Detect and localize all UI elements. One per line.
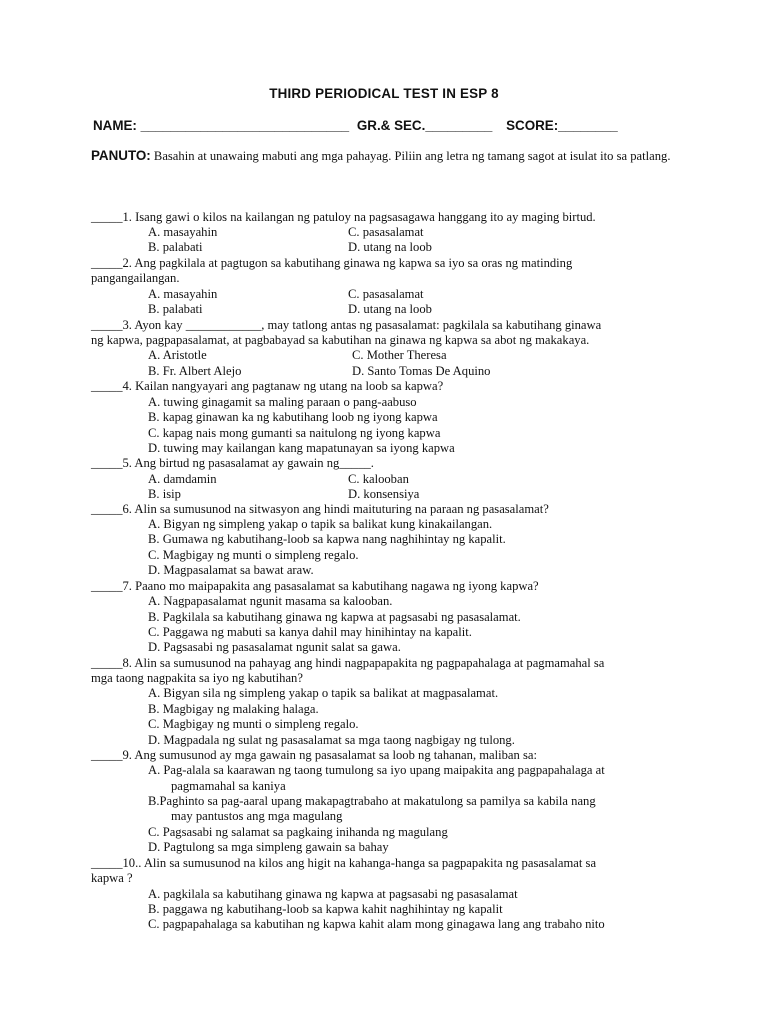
q2-choice-b: B. palabati: [148, 302, 203, 316]
q2-choice-a: A. masayahin: [148, 287, 218, 301]
question-10-stem-cont: kapwa ?: [91, 871, 133, 885]
q9-choice-d: D. Pagtulong sa mga simpleng gawain sa bahay: [148, 840, 389, 854]
q4-choice-c: C. kapag nais mong gumanti sa naitulong ng iyong kapwa: [148, 426, 441, 440]
question-8-stem: _____8. Alin sa sumusunod na pahayag ang hindi nagpapapakita ng pagpapahalaga at pagmamahal sa: [91, 656, 605, 670]
name-field: NAME: ____________________________: [93, 118, 350, 133]
q3-choice-a: A. Aristotle: [148, 348, 207, 362]
q9-choice-b: B.Paghinto sa pag-aaral upang makapagtrabaho at makatulong sa pamilya sa kabila nang: [148, 794, 596, 808]
q9-choice-b-cont: may pantustos ang mga magulang: [171, 809, 343, 823]
question-7-stem: _____7. Paano mo maipapakita ang pasasalamat sa kabutihang nagawa ng iyong kapwa?: [91, 579, 539, 593]
q3-choice-c: C. Mother Theresa: [352, 348, 447, 362]
question-5-stem: _____5. Ang birtud ng pasasalamat ay gawain ng_____.: [91, 456, 374, 470]
question-1-stem: _____1. Isang gawi o kilos na kailangan ng patuloy na pagsasagawa hanggang ito ay maging birtud.: [91, 210, 596, 224]
q1-choice-a: A. masayahin: [148, 225, 218, 239]
q8-choice-d: D. Magpadala ng sulat ng pasasalamat sa mga taong nagbigay ng tulong.: [148, 733, 515, 747]
student-info-row: [93, 118, 618, 133]
q5-choice-c: C. kalooban: [348, 472, 409, 486]
q9-choice-c: C. Pagsasabi ng salamat sa pagkaing inihanda ng magulang: [148, 825, 448, 839]
q8-choice-c: C. Magbigay ng munti o simpleng regalo.: [148, 717, 359, 731]
question-6-stem: _____6. Alin sa sumusunod na sitwasyon ang hindi maituturing na paraan ng pasasalamat?: [91, 502, 549, 516]
q9-choice-a: A. Pag-alala sa kaarawan ng taong tumulong sa iyo upang maipakita ang pagpapahalaga at: [148, 763, 605, 777]
directions: [91, 148, 681, 164]
question-8-stem-cont: mga taong nagpakita sa iyo ng kabutihan?: [91, 671, 303, 685]
q6-choice-b: B. Gumawa ng kabutihang-loob sa kapwa nang naghihintay ng kapalit.: [148, 532, 506, 546]
q7-choice-c: C. Paggawa ng mabuti sa kanya dahil may hinihintay na kapalit.: [148, 625, 472, 639]
q4-choice-a: A. tuwing ginagamit sa maling paraan o pang-aabuso: [148, 395, 417, 409]
q1-choice-d: D. utang na loob: [348, 240, 432, 254]
directions-label: PANUTO:: [91, 148, 151, 163]
q1-choice-c: C. pasasalamat: [348, 225, 424, 239]
question-10-stem: _____10.. Alin sa sumusunod na kilos ang higit na kahanga-hanga sa pagpapakita ng pasasalamat sa: [91, 856, 597, 870]
q5-choice-a: A. damdamin: [148, 472, 217, 486]
question-2-stem-cont: pangangailangan.: [91, 271, 180, 285]
q8-choice-b: B. Magbigay ng malaking halaga.: [148, 702, 319, 716]
q3-choice-d: D. Santo Tomas De Aquino: [352, 364, 491, 378]
directions-text: Basahin at unawaing mabuti ang mga pahayag. Piliin ang letra ng tamang sagot at isulat ito sa patlang.: [150, 149, 671, 163]
q6-choice-a: A. Bigyan ng simpleng yakap o tapik sa balikat kung kinakailangan.: [148, 517, 493, 531]
q2-choice-d: D. utang na loob: [348, 302, 432, 316]
q7-choice-b: B. Pagkilala sa kabutihang ginawa ng kapwa at pagsasabi ng pasasalamat.: [148, 610, 521, 624]
question-2-stem: _____2. Ang pagkilala at pagtugon sa kabutihang ginawa ng kapwa sa iyo sa oras ng matinding: [91, 256, 573, 270]
q10-choice-b: B. paggawa ng kabutihang-loob sa kapwa kahit naghihintay ng kapalit: [148, 902, 503, 916]
q1-choice-b: B. palabati: [148, 240, 203, 254]
question-4-stem: _____4. Kailan nangyayari ang pagtanaw ng utang na loob sa kapwa?: [91, 379, 444, 393]
q8-choice-a: A. Bigyan sila ng simpleng yakap o tapik sa balikat at magpasalamat.: [148, 686, 499, 700]
section-field: GR.& SEC._________: [356, 118, 493, 133]
q6-choice-c: C. Magbigay ng munti o simpleng regalo.: [148, 548, 359, 562]
q3-choice-b: B. Fr. Albert Alejo: [148, 364, 242, 378]
q5-choice-d: D. konsensiya: [348, 487, 420, 501]
q4-choice-d: D. tuwing may kailangan kang mapatunayan sa iyong kapwa: [148, 441, 455, 455]
score-field: SCORE:________: [506, 118, 618, 133]
q5-choice-b: B. isip: [148, 487, 181, 501]
q10-choice-c: C. pagpapahalaga sa kabutihan ng kapwa kahit alam mong ginagawa lang ang trabaho nito: [148, 917, 605, 931]
q7-choice-a: A. Nagpapasalamat ngunit masama sa kalooban.: [148, 594, 393, 608]
q4-choice-b: B. kapag ginawan ka ng kabutihang loob ng iyong kapwa: [148, 410, 438, 424]
q2-choice-c: C. pasasalamat: [348, 287, 424, 301]
question-3-stem: _____3. Ayon kay ____________, may tatlong antas ng pasasalamat: pagkilala sa kabutihang ginawa: [91, 318, 602, 332]
q7-choice-d: D. Pagsasabi ng pasasalamat ngunit salat sa gawa.: [148, 640, 401, 654]
question-9-stem: _____9. Ang sumusunod ay mga gawain ng pasasalamat sa loob ng tahanan, maliban sa:: [91, 748, 537, 762]
test-title: THIRD PERIODICAL TEST IN ESP 8: [269, 86, 499, 101]
question-3-stem-cont: ng kapwa, pagpapasalamat, at pagbabayad sa kabutihan na ginawa ng kapwa sa abot ng makakaya.: [91, 333, 590, 347]
q9-choice-a-cont: pagmamahal sa kaniya: [171, 779, 286, 793]
q6-choice-d: D. Magpasalamat sa bawat araw.: [148, 563, 314, 577]
q10-choice-a: A. pagkilala sa kabutihang ginawa ng kapwa at pagsasabi ng pasasalamat: [148, 887, 518, 901]
